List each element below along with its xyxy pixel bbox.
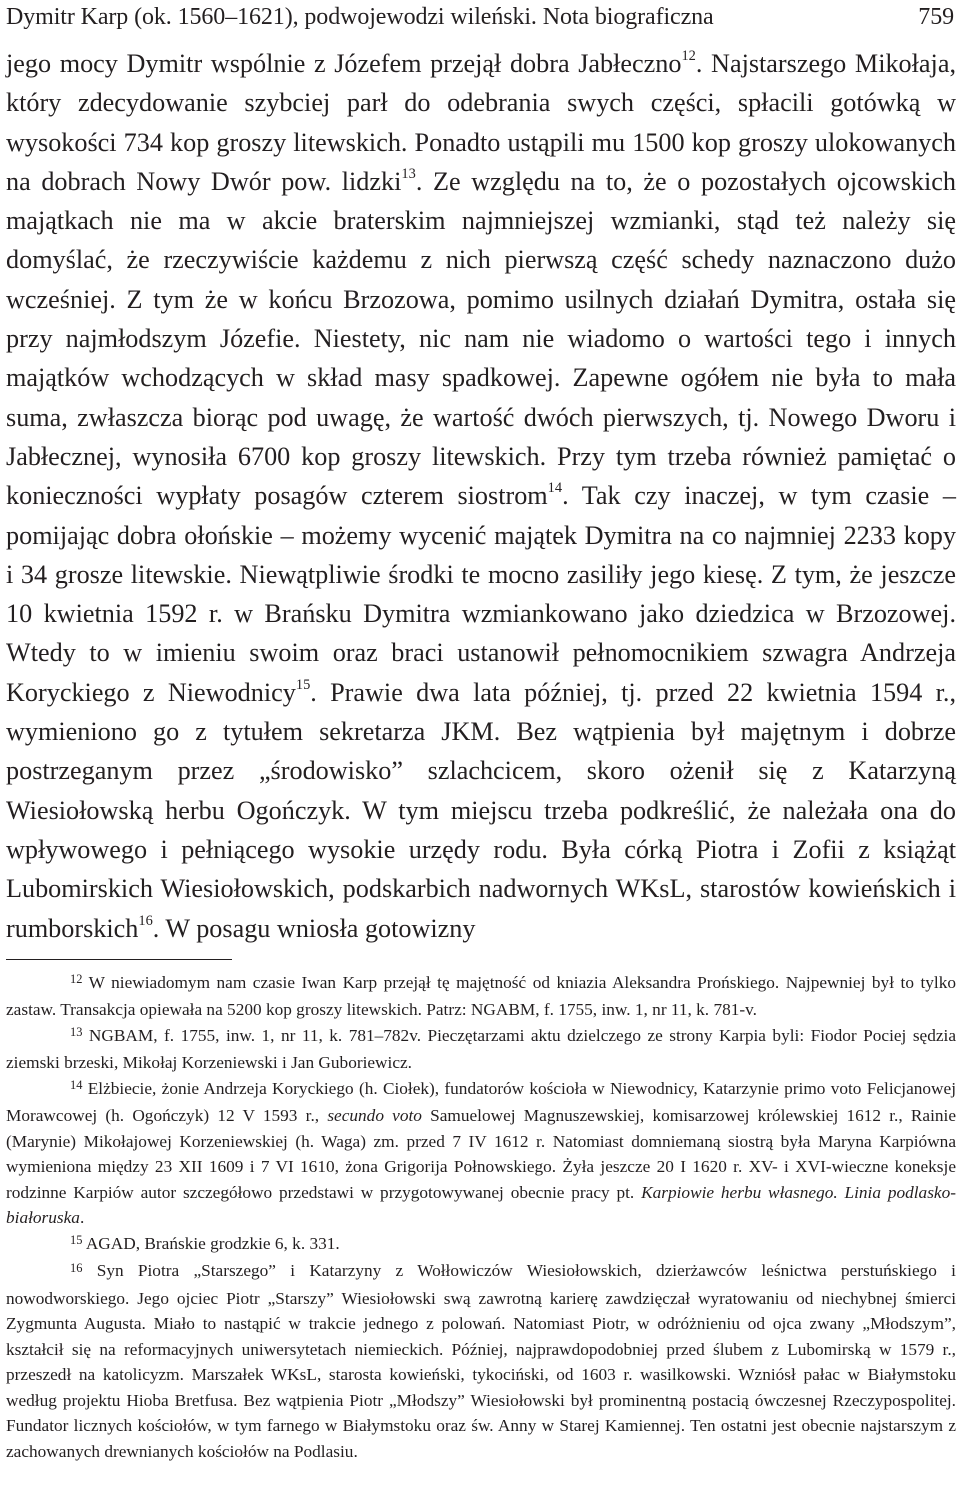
- running-title: Dymitr Karp (ok. 1560–1621), podwojewodzi wileński. Nota biograficzna: [6, 4, 714, 30]
- text-run: . Tak czy inaczej, w tym czasie – pomijając dobra ołońskie – możemy wycenić majątek Dymitra na co najmniej 2233 kopy i 34 grosze litewskie. Niewątpliwie środki te mocno zasiliły jego kiesę. Z tym, że jeszcze 10 kwietnia 1592 r. w Brańsku Dymitra wzmiankowano jako dziedzica w Brzozowej. Wtedy to w imieniu swoim oraz braci ustanowił pełnomocnikiem szwagra Andrzeja Koryckiego z Niewodnicy: [6, 481, 957, 707]
- text-run: . Prawie dwa lata później, tj. przed 22 kwietnia 1594 r., wymieniono go z tytułem sekretarza JKM. Bez wątpienia był majętnym i dobrze postrzeganym przez „środowisko” szlachcicem, skoro ożenił się z Katarzyną Wiesiołowską herbu Ogończyk. W tym miejscu trzeba podkreślić, że należała ona do wpływowego i pełniącego wysokie urzędy rodu. Była córką Piotra i Zofii z książąt Lubomirskich Wiesiołowskich, podskarbich nadwornych WKsL, starostów kowieńskich i rumborskich: [6, 677, 956, 943]
- footnote-separator: [6, 959, 232, 960]
- footnote-text: W niewiadomym nam czasie Iwan Karp przejął tę majętność od kniazia Aleksandra Prońskiego. Najpewniej był to tylko zastaw. Transakcja opiewała na 5200 kop groszy litewskich. Patrz: NGABM, f. 1755, inw. 1, nr 11, k. 781-v.: [6, 972, 956, 1020]
- footnotes: [6, 970, 956, 1465]
- text-run: . W posagu wniosła gotowizny: [152, 913, 476, 943]
- footnote-13: [6, 1023, 956, 1076]
- footnote-number: 16: [70, 1260, 83, 1275]
- footnote-ref-16[interactable]: 16: [138, 912, 153, 929]
- main-paragraph: [6, 44, 956, 948]
- footnote-text: AGAD, Brańskie grodzkie 6, k. 331.: [85, 1233, 340, 1253]
- text-run: . Najstarszego Mikołaja, który zdecydowanie szybciej parł do odebrania swych części, spłacili gotówką w wysokości 734 kop groszy litewskich. Ponadto ustąpili mu 1500 kop groszy ulokowanych na dobrach Nowy Dwór pow. lidzki: [6, 49, 956, 196]
- footnote-12: [6, 970, 956, 1023]
- running-header: [6, 0, 956, 38]
- footnote-number: 14: [70, 1078, 83, 1093]
- text-run: . Ze względu na to, że o pozostałych ojcowskich majątkach nie ma w akcie braterskim najmniejszej wzmianki, stąd też należy się domyślać, że rzeczywiście każdemu z nich pierwszą część schedy naznaczono dużo wcześniej. Z tym że w końcu Brzozowa, pomimo usilnych działań Dymitra, ostała się przy najmłodszym Józefie. Niestety, nic nam nie wiadomo o wartości tego i innych majątków wchodzących w skład masy spadkowej. Zapewne ogółem nie była to mała suma, zwłaszcza biorąc pod uwagę, że wartość dwóch pierwszych, tj. Nowego Dworu i Jabłecznej, wynosiła 6700 kop groszy litewskich. Przy tym trzeba również pamiętać o konieczności wypłaty posagów czterem siostrom: [6, 166, 956, 511]
- footnote-number: 15: [70, 1233, 83, 1248]
- text-run: jego mocy Dymitr wspólnie z Józefem przejął dobra Jabłeczno: [6, 49, 682, 78]
- page-number: 759: [918, 4, 954, 30]
- footnote-text: Syn Piotra „Starszego” i Katarzyny z Wołłowiczów Wiesiołowskich, dzierżawców leśnictwa perstuńskiego i nowodworskiego. Jego ojciec Piotr „Starszy” Wiesiołowski swą zawrotną karierę zawdzięczał wyratowaniu od niechybnej śmierci Zygmunta Augusta. Miało to nastąpić w trakcie jednego z polowań. Natomiast Piotr, w odróżnieniu od ojca zwany „Młodszym”, kształcił się na reformacyjnych uniwersytetach niemieckich. Później, najprawdopodobniej przed ślubem z Lubomirską w 1579 r., przeszedł na katolicyzm. Marszałek WKsL, starosta kowieński, tykociński, od 1603 r. wasilkowski. Wzniósł pałac w Białymstoku według projektu Hioba Bretfusa. Bez wątpienia Piotr „Młodszy” Wiesiołowski był prominentną postacią ówczesnej Rzeczypospolitej. Fundator licznych kościołów, w tym farnego w Białymstoku oraz św. Anny w Starej Kamiennej. Ten ostatni jest obecnie najstarszym z zachowanych drewnianych kościołów na Podlasiu.: [6, 1261, 956, 1461]
- footnote-text: .: [79, 1208, 85, 1228]
- footnote-15: [6, 1231, 956, 1259]
- main-text: [6, 44, 956, 948]
- footnote-text: Samuelowej Magnuszewskiej, komisarzowej królewskiej 1612 r., Rainie (Marynie) Mikołajowej Korzeniewskiej (h. Waga) zm. przed 7 IV 1612 r. Natomiast domniemaną siostrą była Maryna Karpiówna wymieniona między 23 XII 1609 i 7 VI 1610, żona Grigorija Połnowskiego. Żyła jeszcze 20 I 1620 r. XV- i XVI-wieczne koneksje rodzinne Karpiów autor szczegółowo przedstawi w przygotowywanej obecnie pracy pt.: [6, 1106, 957, 1202]
- footnote-14: [6, 1076, 956, 1231]
- footnote-ref-14[interactable]: 14: [547, 480, 563, 497]
- footnote-italic: secundo voto: [327, 1106, 422, 1126]
- footnote-16: [6, 1258, 956, 1464]
- book-page: [6, 0, 956, 1464]
- book-title-italic: Karpiowie herbu własnego. Linia podlasko-białoruska: [6, 1182, 956, 1228]
- footnote-number: 12: [70, 972, 83, 987]
- footnote-ref-12[interactable]: 12: [681, 48, 696, 65]
- footnote-text: NGBAM, f. 1755, inw. 1, nr 11, k. 781–782v. Pieczętarzami aktu dzielczego ze strony Karpia byli: Fiodor Pociej sędzia ziemski brzeski, Mikołaj Korzeniewski i Jan Guboriewicz.: [6, 1025, 956, 1073]
- footnote-number: 13: [70, 1025, 83, 1040]
- footnote-ref-15[interactable]: 15: [295, 676, 311, 693]
- footnote-ref-13[interactable]: 13: [401, 166, 416, 182]
- footnote-text: Elżbiecie, żonie Andrzeja Koryckiego (h. Ciołek), fundatorów kościoła w Niewodnicy, Katarzynie primo voto Felicjanowej Morawcowej (h. Ogończyk) 12 V 1593 r.,: [6, 1078, 956, 1126]
